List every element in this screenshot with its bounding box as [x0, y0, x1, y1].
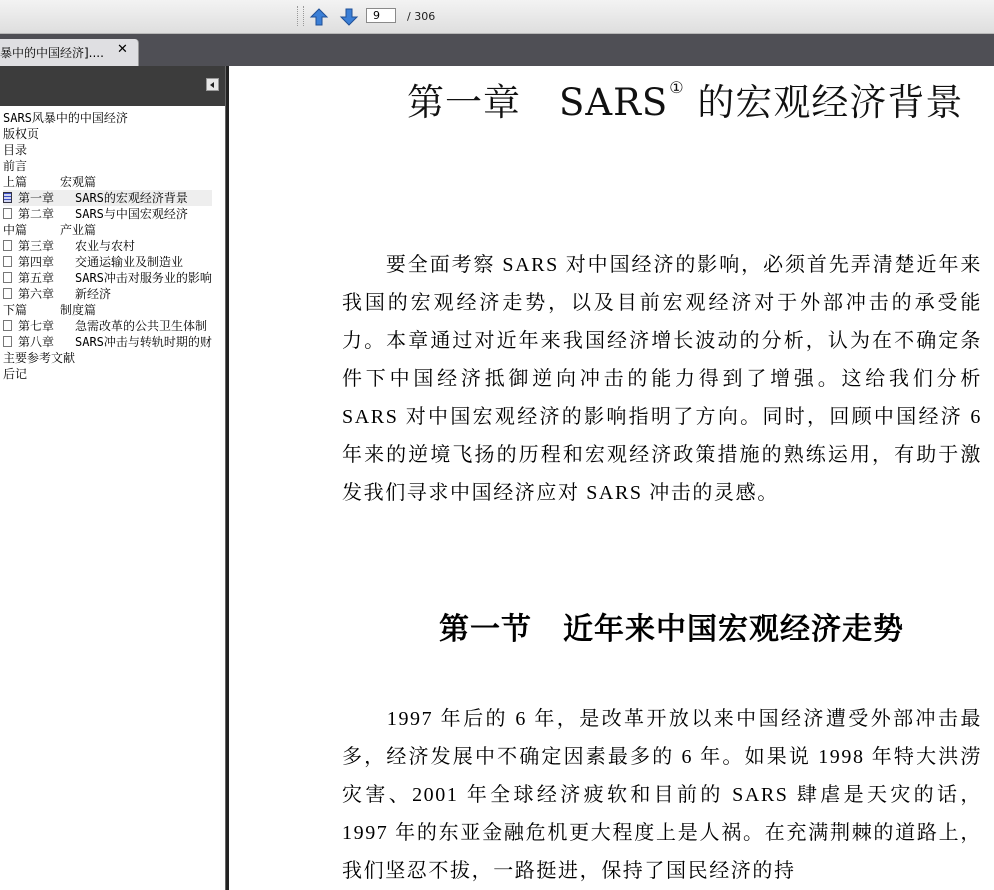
toc-item-number: 第二章: [18, 207, 55, 221]
toc-item-number: 第六章: [18, 287, 55, 301]
toc-item-label: SARS风暴中的中国经济: [3, 111, 128, 125]
toc-item[interactable]: [3, 142, 212, 158]
toc-item-number: 上篇: [3, 175, 28, 189]
toc-item[interactable]: [3, 174, 212, 190]
arrow-up-icon[interactable]: [308, 6, 330, 28]
toc-item[interactable]: [3, 110, 212, 126]
section-title: 第一节 近年来中国宏观经济走势: [439, 612, 904, 647]
page-icon: [3, 192, 12, 203]
toc-item-label: 产业篇: [60, 223, 97, 237]
page-icon: [3, 336, 12, 347]
toc-item[interactable]: [3, 206, 212, 222]
toc-item[interactable]: [3, 222, 212, 238]
toc-item-number: 中篇: [3, 223, 28, 237]
page-icon: [3, 320, 12, 331]
toc-item-label: 制度篇: [60, 303, 97, 317]
toc-item[interactable]: [3, 254, 212, 270]
tab-strip: [0, 34, 994, 66]
toolbar-grip[interactable]: [297, 6, 304, 26]
paragraph-section-1: 1997 年后的 6 年，是改革开放以来中国经济遭受外部冲击最多，经济发展中不确定因素最多的 6 年。如果说 1998 年特大洪涝灾害、2001 年全球经济疲软和目前的 SARS 肆虐是天灾的话，1997 年的东亚金融危机更大程度上是人祸。在充满荆棘的道路上，我们坚忍不拔，一路挺进，保持了国民经济的持: [342, 708, 982, 882]
toc-item-number: 第五章: [18, 271, 55, 285]
toc-item-label: 前言: [3, 159, 28, 173]
chapter-title-rest: 的宏观经济背景: [684, 81, 964, 124]
toc-item[interactable]: [3, 286, 212, 302]
toolbar: [0, 0, 994, 34]
toc-item-number: 下篇: [3, 303, 28, 317]
page-icon: [3, 272, 12, 283]
paragraph-intro: 要全面考察 SARS 对中国经济的影响，必须首先弄清楚近年来我国的宏观经济走势，以及目前宏观经济对于外部冲击的承受能力。本章通过对近年来我国经济增长波动的分析，认为在不确定条件下中国经济抵御逆向冲击的能力得到了增强。这给我们分析 SARS 对中国宏观经济的影响指明了方向。同时，回顾中国经济 6 年来的逆境飞扬的历程和宏观经济政策措施的熟练运用，有助于激发我们寻求中国经济应对 SARS 冲击的灵感。: [342, 254, 982, 504]
toc-item[interactable]: [3, 190, 212, 206]
toc-item[interactable]: [3, 158, 212, 174]
toc-item-label: 交通运输业及制造业: [75, 255, 184, 269]
toc-item[interactable]: [3, 334, 212, 350]
toc-item-number: 第三章: [18, 239, 55, 253]
page-icon: [3, 208, 12, 219]
chapter-title: [407, 72, 963, 126]
toc-item-number: 第一章: [18, 191, 55, 205]
toc-item-number: 第四章: [18, 255, 55, 269]
toc-item-label: SARS与中国宏观经济: [75, 207, 188, 221]
toc-item-label: SARS冲击对服务业的影响: [75, 271, 212, 285]
toc-item-number: 第八章: [18, 335, 55, 349]
toc-item-label: SARS的宏观经济背景: [75, 191, 188, 205]
toc-item-label: 版权页: [3, 127, 40, 141]
page-icon: [3, 256, 12, 267]
close-icon[interactable]: ✕: [117, 42, 128, 57]
toc-list: [3, 110, 212, 382]
sidebar-header: [0, 66, 225, 106]
toc-item-label: SARS冲击与转轨时期的财: [75, 335, 212, 349]
bookmark-sidebar: [0, 66, 225, 890]
tab-document[interactable]: [0, 39, 139, 66]
toc-item[interactable]: [3, 366, 212, 382]
toc-item[interactable]: [3, 318, 212, 334]
toc-item[interactable]: [3, 126, 212, 142]
chapter-title-main: 第一章 SARS: [407, 81, 669, 124]
toc-item-label: 新经济: [75, 287, 112, 301]
arrow-down-icon[interactable]: [338, 6, 360, 28]
page-icon: [3, 288, 12, 299]
toc-item-label: 目录: [3, 143, 28, 157]
tab-label: 暴中的中国经济]....: [0, 46, 104, 60]
toc-item-label: 主要参考文献: [3, 351, 76, 365]
footnote-marker[interactable]: ①: [669, 78, 685, 97]
toc-item[interactable]: [3, 302, 212, 318]
toc-item-label: 急需改革的公共卫生体制: [75, 319, 208, 333]
page-total: / 306: [407, 10, 436, 23]
toc-item[interactable]: [3, 350, 212, 366]
toc-item[interactable]: [3, 270, 212, 286]
toc-item[interactable]: [3, 238, 212, 254]
page-icon: [3, 240, 12, 251]
toc-item-label: 宏观篇: [60, 175, 97, 189]
toc-item-number: 第七章: [18, 319, 55, 333]
collapse-sidebar-icon[interactable]: [206, 78, 219, 91]
toc-item-label: 农业与农村: [75, 239, 136, 253]
toc-item-label: 后记: [3, 367, 28, 381]
document-page: [229, 66, 994, 890]
page-number-input[interactable]: [366, 8, 396, 23]
